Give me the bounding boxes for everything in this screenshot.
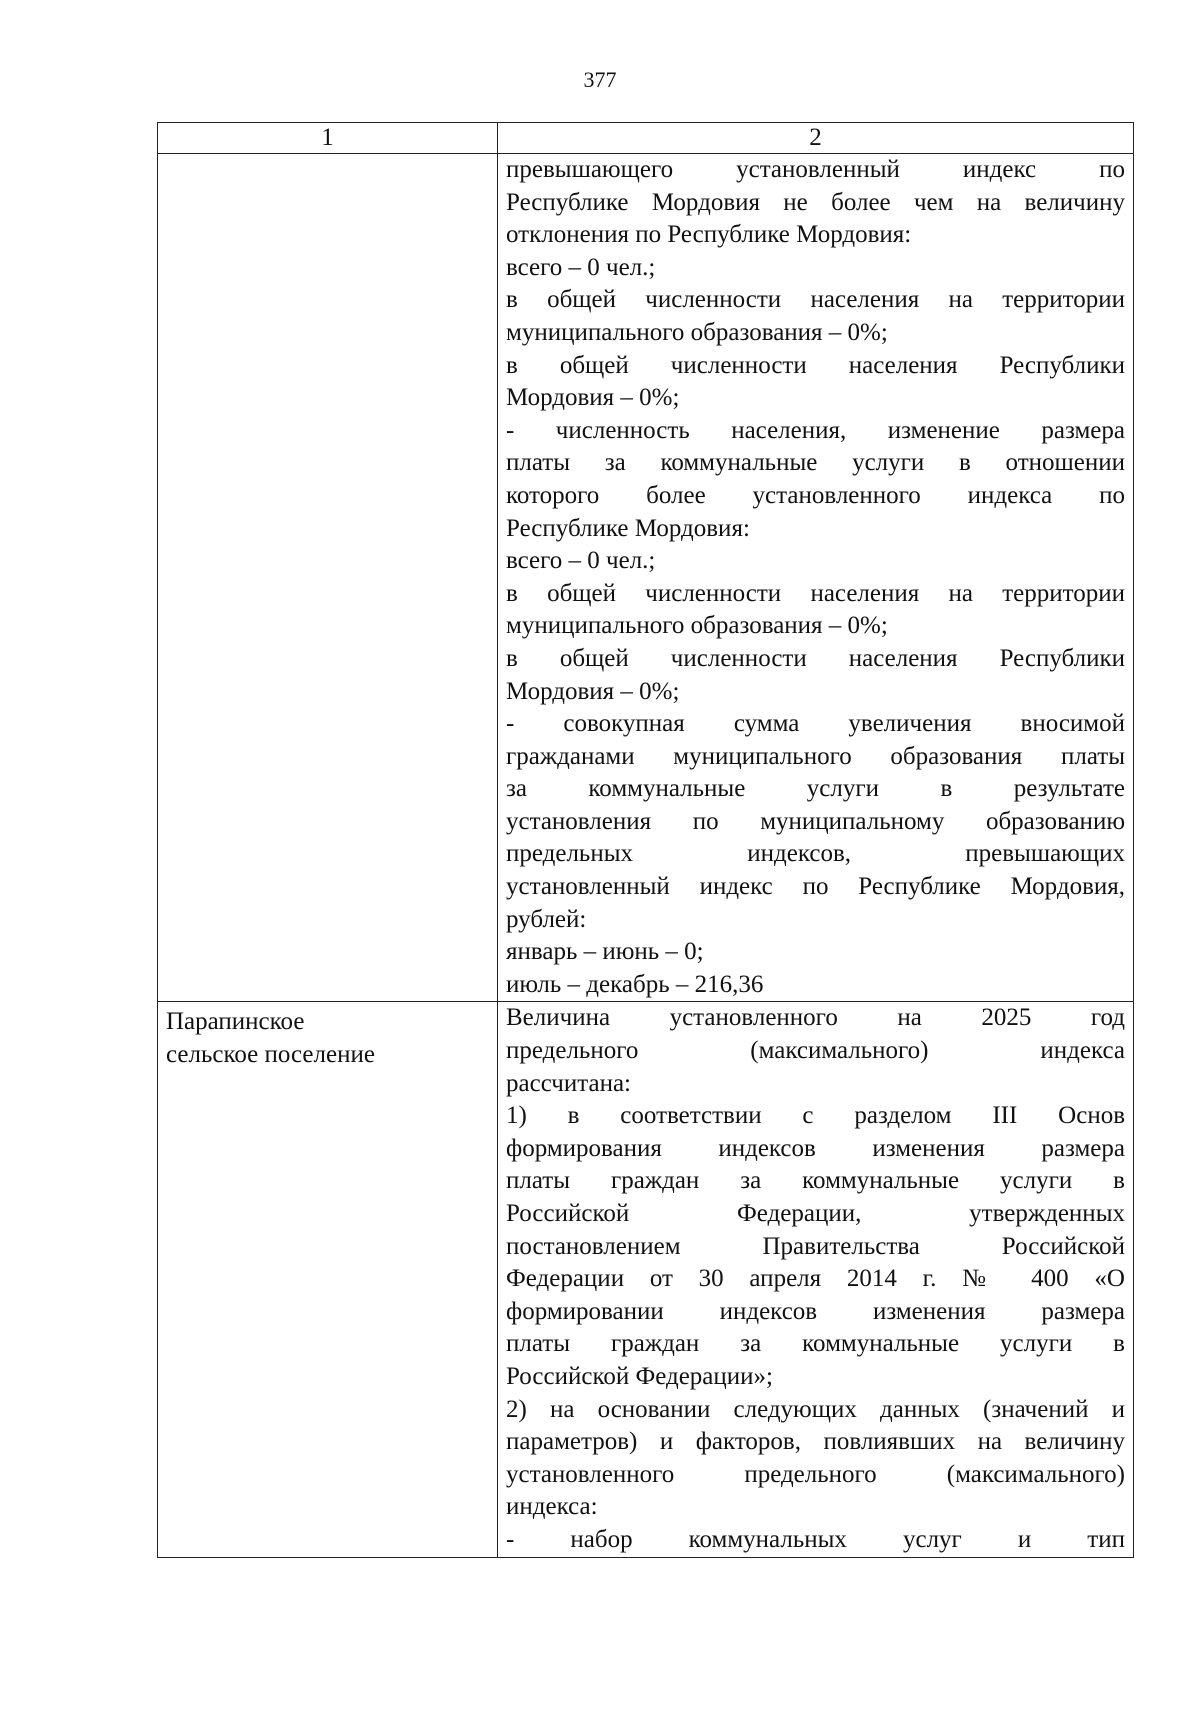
- text-line: - совокупная сумма увеличения вносимой: [506, 710, 1125, 738]
- municipality-name-line: сельское поселение: [166, 1041, 375, 1069]
- text-line: январь – июнь – 0;: [506, 938, 704, 966]
- text-line: Республике Мордовия:: [506, 514, 750, 542]
- text-line: отклонения по Республике Мордовия:: [506, 221, 912, 249]
- text-line: предельных индексов, превышающих: [506, 840, 1125, 868]
- text-line: 1) в соответствии с разделом III Основ: [506, 1102, 1125, 1130]
- table-row: [158, 154, 1134, 1002]
- text-line: параметров) и факторов, повлиявших на величину: [506, 1428, 1125, 1456]
- municipality-name-line: Парапинское: [166, 1008, 305, 1036]
- text-line: Российской Федерации, утвержденных: [506, 1200, 1125, 1227]
- text-line: рублей:: [506, 905, 587, 933]
- text-line: всего – 0 чел.;: [506, 547, 656, 575]
- text-line: установленного предельного (максимального): [506, 1460, 1125, 1488]
- text-line: муниципального образования – 0%;: [506, 318, 888, 346]
- text-line: предельного (максимального) индекса: [506, 1037, 1125, 1065]
- text-line: платы граждан за коммунальные услуги в: [506, 1167, 1125, 1195]
- table-header-row: [158, 123, 1134, 154]
- text-line: формирования индексов изменения размера: [506, 1134, 1125, 1162]
- text-line: Республике Мордовия не более чем на величину: [506, 188, 1125, 216]
- municipal-index-table: [157, 122, 1134, 1558]
- text-line: - численность населения, изменение размера: [506, 416, 1125, 444]
- text-line: в общей численности населения на территории: [506, 579, 1125, 607]
- column-header-2: 2: [498, 123, 1134, 154]
- municipality-cell: [158, 1002, 498, 1557]
- table-row: [158, 1002, 1134, 1557]
- text-line: Федерации от 30 апреля 2014 г. № 400 «О: [506, 1265, 1125, 1293]
- text-line: за коммунальные услуги в результате: [506, 775, 1125, 803]
- text-line: - набор коммунальных услуг и тип: [506, 1525, 1125, 1553]
- text-line: рассчитана:: [506, 1069, 631, 1097]
- text-line: в общей численности населения Республики: [506, 351, 1125, 379]
- text-line: индекса:: [506, 1493, 598, 1521]
- page-number: 377: [583, 67, 617, 92]
- text-line: формировании индексов изменения размера: [506, 1297, 1125, 1325]
- text-line: установленный индекс по Республике Мордовия,: [506, 873, 1125, 901]
- text-line: Мордовия – 0%;: [506, 384, 680, 412]
- municipality-cell-empty: [158, 154, 498, 1002]
- text-line: всего – 0 чел.;: [506, 253, 656, 281]
- text-line: гражданами муниципального образования платы: [506, 742, 1125, 770]
- description-cell: [498, 1002, 1134, 1557]
- text-line: июль – декабрь – 216,36: [506, 970, 764, 998]
- text-line: Мордовия – 0%;: [506, 677, 680, 705]
- text-line: Величина установленного на 2025 год: [506, 1004, 1125, 1032]
- text-line: платы за коммунальные услуги в отношении: [506, 449, 1125, 477]
- text-line: которого более установленного индекса по: [506, 481, 1125, 509]
- text-line: в общей численности населения на территории: [506, 286, 1125, 314]
- text-line: установления по муниципальному образованию: [506, 807, 1125, 835]
- text-line: постановлением Правительства Российской: [506, 1232, 1125, 1260]
- text-line: превышающего установленный индекс по: [506, 156, 1125, 183]
- column-header-1: 1: [158, 123, 498, 154]
- text-line: Российской Федерации»;: [506, 1362, 773, 1390]
- description-cell: [498, 154, 1134, 1002]
- text-line: муниципального образования – 0%;: [506, 612, 888, 640]
- text-line: в общей численности населения Республики: [506, 644, 1125, 672]
- text-line: 2) на основании следующих данных (значений и: [506, 1395, 1125, 1423]
- text-line: платы граждан за коммунальные услуги в: [506, 1330, 1125, 1358]
